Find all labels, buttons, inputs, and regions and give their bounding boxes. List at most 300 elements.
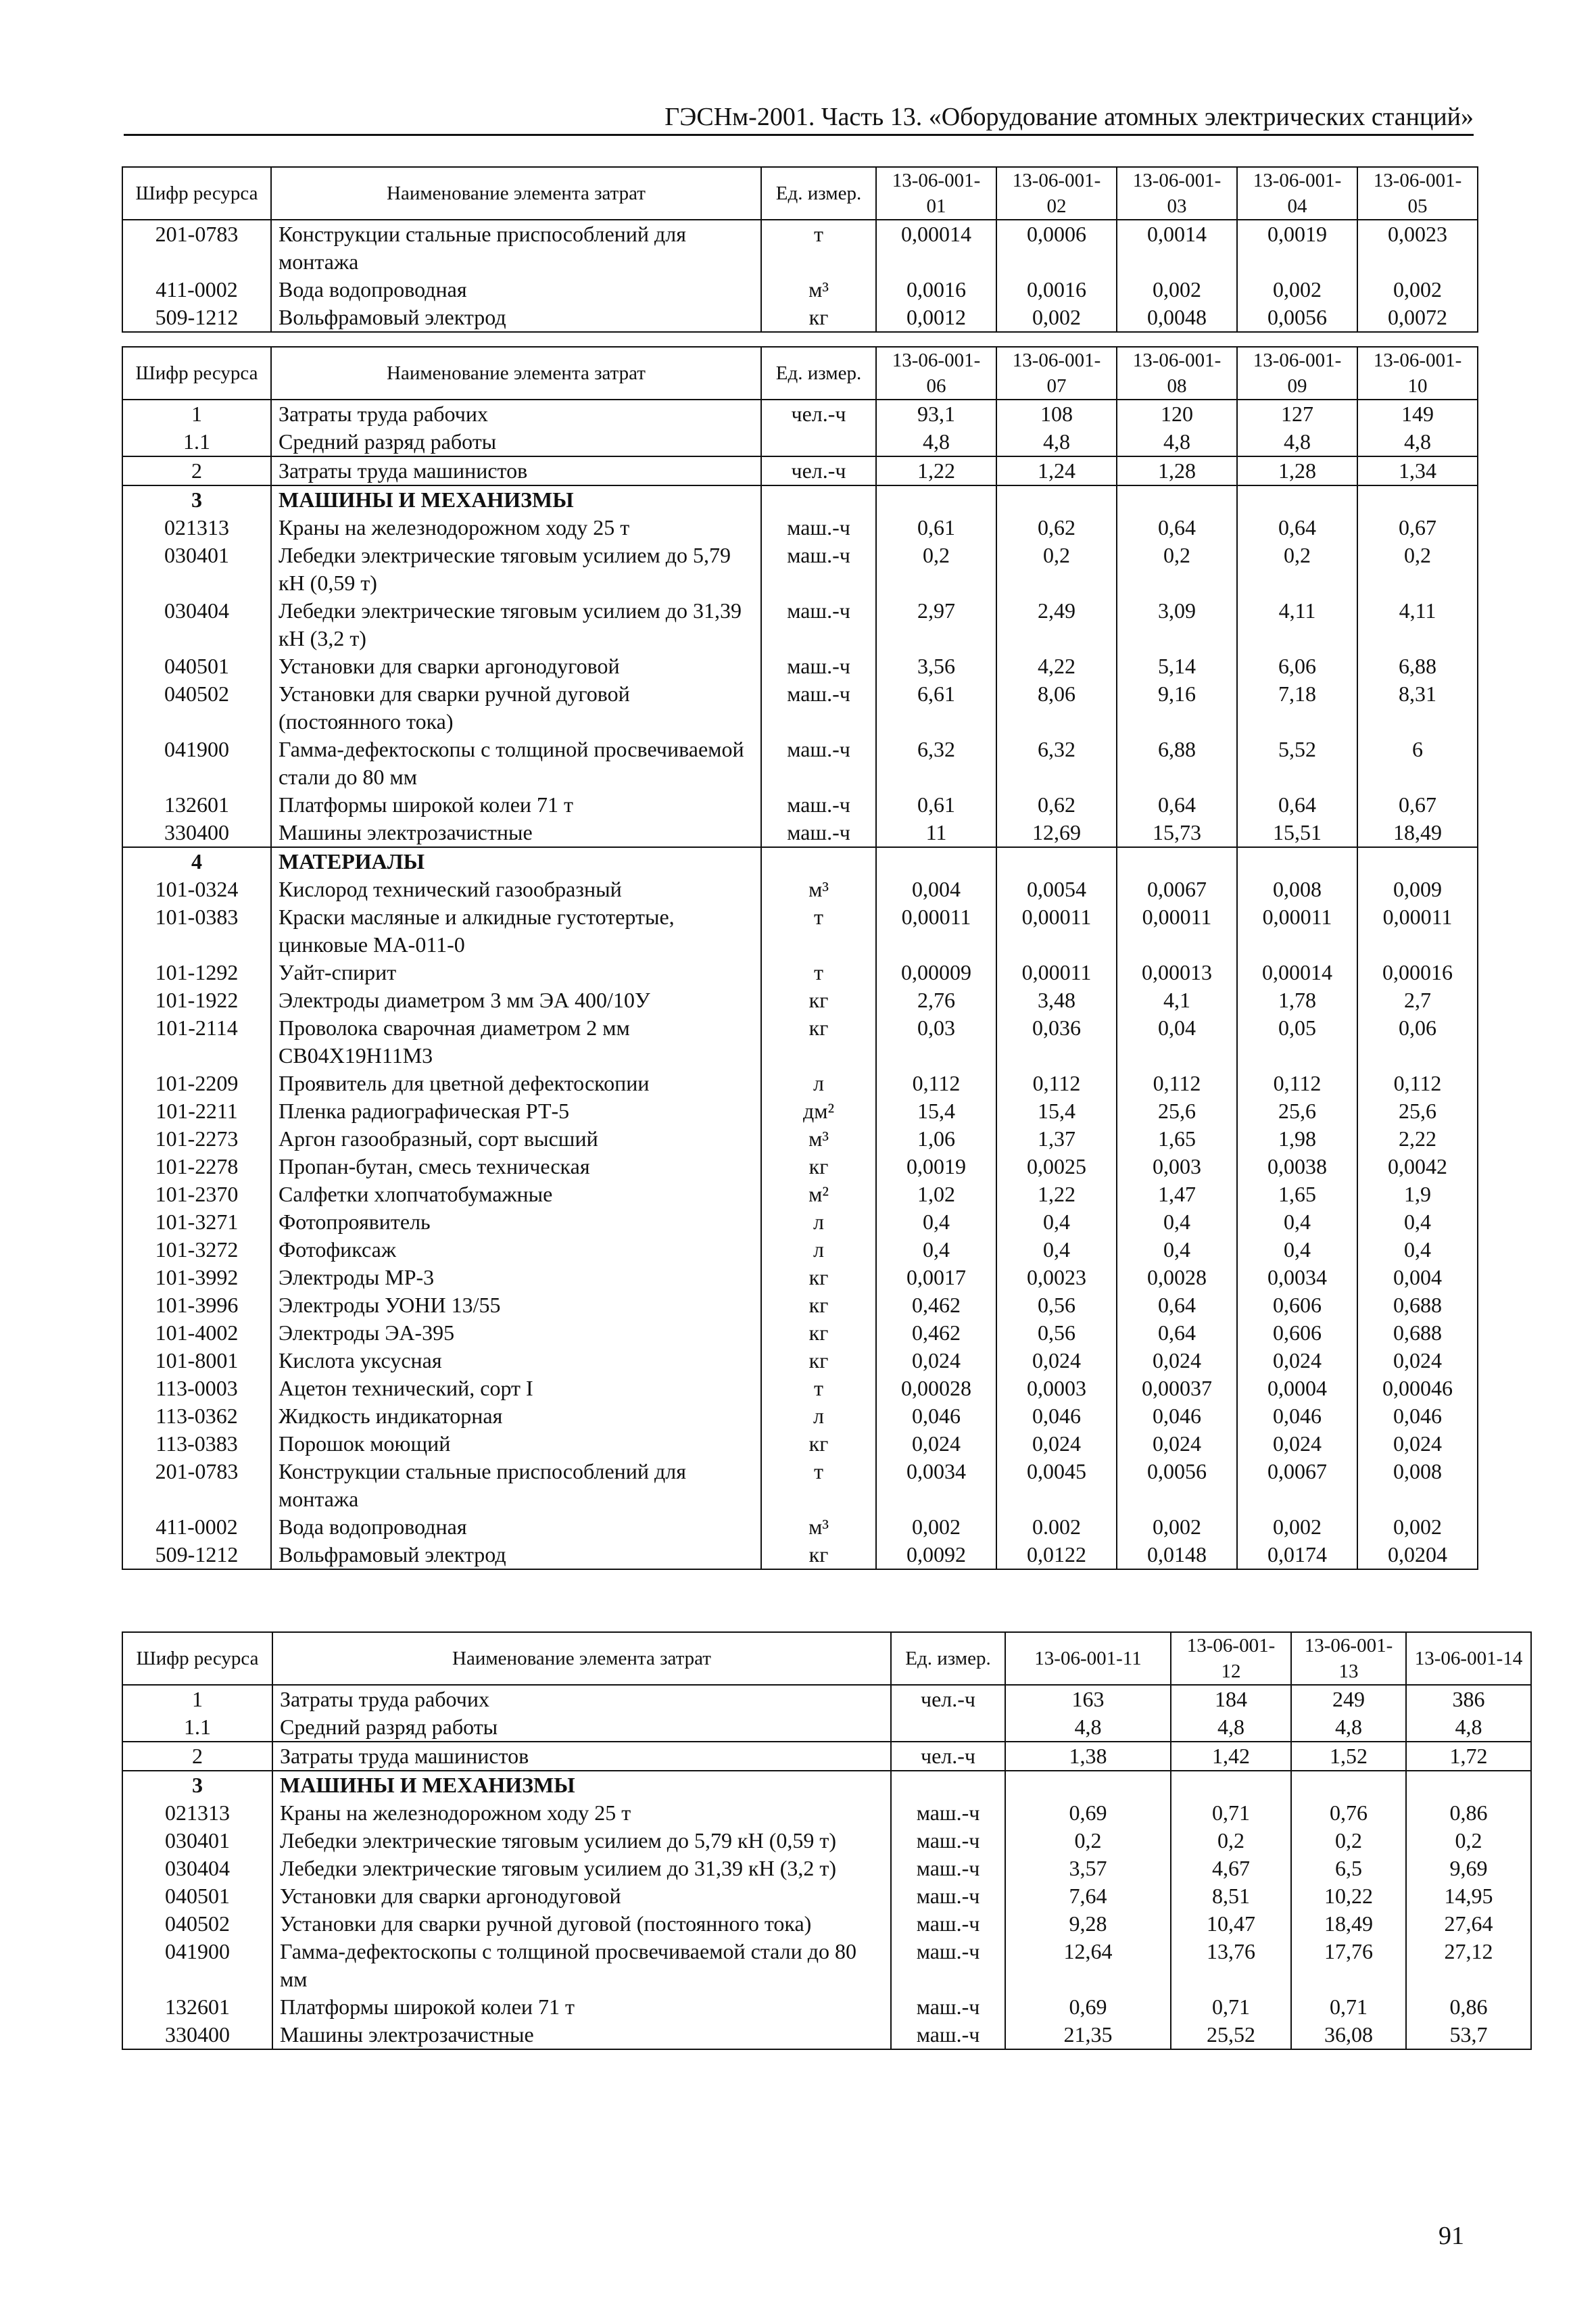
value-cell: 0,024 [876, 1430, 996, 1458]
resource-name-cell: Конструкции стальные приспособлений для монтажа [271, 1458, 761, 1513]
resource-name-cell: Гамма-дефектоскопы с толщиной просвечиваемой стали до 80 мм [272, 1938, 891, 1993]
value-cell [876, 847, 996, 876]
value-cell: 1,65 [1117, 1125, 1237, 1153]
resource-code-cell: 041900 [122, 736, 271, 791]
value-cell: 0,61 [876, 791, 996, 819]
resource-name-cell: Затраты труда рабочих [272, 1685, 891, 1713]
value-cell: 4,8 [1357, 428, 1478, 456]
resource-name-cell: Установки для сварки ручной дуговой (постоянного тока) [272, 1910, 891, 1938]
value-cell: 0,462 [876, 1319, 996, 1347]
resource-code-cell: 411-0002 [122, 276, 271, 304]
resource-name-cell: Ацетон технический, сорт I [271, 1375, 761, 1402]
value-cell: 4,8 [1291, 1713, 1406, 1742]
value-cell: 0,0056 [1117, 1458, 1237, 1513]
value-cell: 10,22 [1291, 1882, 1406, 1910]
resource-name-cell: Лебедки электрические тяговым усилием до 31,39 кН (3,2 т) [272, 1855, 891, 1882]
value-cell: 3,56 [876, 652, 996, 680]
column-header: Ед. измер. [891, 1632, 1005, 1685]
value-cell: 0,4 [996, 1236, 1117, 1264]
unit-cell: маш.-ч [891, 2021, 1005, 2049]
unit-cell [761, 428, 876, 456]
value-cell: 0,69 [1005, 1799, 1171, 1827]
value-cell: 0,024 [1357, 1347, 1478, 1375]
value-cell: 108 [996, 400, 1117, 428]
table-row [122, 1375, 1478, 1402]
value-cell: 3,57 [1005, 1855, 1171, 1882]
value-cell: 6,32 [996, 736, 1117, 791]
unit-cell: чел.-ч [761, 456, 876, 485]
value-cell: 4,8 [1237, 428, 1357, 456]
resource-name-cell: Затраты труда рабочих [271, 400, 761, 428]
value-cell: 4,67 [1171, 1855, 1291, 1882]
value-cell: 8,51 [1171, 1882, 1291, 1910]
resource-name-cell: Средний разряд работы [272, 1713, 891, 1742]
value-cell: 0,0014 [1117, 220, 1237, 276]
value-cell: 0,0023 [996, 1264, 1117, 1291]
table-row [122, 597, 1478, 652]
resource-name-cell: Конструкции стальные приспособлений для монтажа [271, 220, 761, 276]
unit-cell: м³ [761, 876, 876, 903]
table-row [122, 1685, 1531, 1713]
value-cell: 0,112 [876, 1070, 996, 1097]
value-cell: 0,0017 [876, 1264, 996, 1291]
value-cell: 0,008 [1357, 1458, 1478, 1513]
value-cell: 1,72 [1406, 1742, 1531, 1771]
resource-name-cell: Краны на железнодорожном ходу 25 т [271, 514, 761, 542]
table-row [122, 1458, 1478, 1513]
value-cell: 0,00028 [876, 1375, 996, 1402]
value-cell: 15,4 [876, 1097, 996, 1125]
value-cell: 0,112 [1117, 1070, 1237, 1097]
table-row [122, 428, 1478, 456]
value-cell: 0,002 [1117, 276, 1237, 304]
value-cell: 4,8 [1171, 1713, 1291, 1742]
value-cell: 9,69 [1406, 1855, 1531, 1882]
value-cell: 2,76 [876, 986, 996, 1014]
value-cell: 2,7 [1357, 986, 1478, 1014]
resource-code-cell: 101-3272 [122, 1236, 271, 1264]
value-cell: 0,0072 [1357, 304, 1478, 332]
value-cell: 5,14 [1117, 652, 1237, 680]
unit-cell: м³ [761, 1513, 876, 1541]
table-row [122, 1827, 1531, 1855]
value-cell: 0,462 [876, 1291, 996, 1319]
value-cell: 0,024 [1237, 1347, 1357, 1375]
value-cell: 4,11 [1357, 597, 1478, 652]
page-header: ГЭСНм-2001. Часть 13. «Оборудование атомных электрических станций» [124, 101, 1474, 136]
value-cell: 0,4 [876, 1236, 996, 1264]
column-header: Наименование элемента затрат [271, 167, 761, 220]
unit-cell: маш.-ч [891, 1993, 1005, 2021]
value-cell [1357, 485, 1478, 514]
value-cell: 0,002 [1117, 1513, 1237, 1541]
column-header: 13-06-001-01 [876, 167, 996, 220]
value-cell: 0,00014 [876, 220, 996, 276]
value-cell [1005, 1771, 1171, 1799]
column-header: 13-06-001-06 [876, 347, 996, 400]
value-cell [1406, 1771, 1531, 1799]
value-cell: 0,03 [876, 1014, 996, 1070]
table-row [122, 276, 1478, 304]
resource-name-cell: Машины электрозачистные [272, 2021, 891, 2049]
value-cell: 0,112 [996, 1070, 1117, 1097]
column-header: Наименование элемента затрат [271, 347, 761, 400]
value-cell: 1,24 [996, 456, 1117, 485]
value-cell: 6 [1357, 736, 1478, 791]
resource-code-cell: 101-2370 [122, 1180, 271, 1208]
value-cell: 0,002 [1237, 276, 1357, 304]
table-row [122, 400, 1478, 428]
resource-code-cell: 040501 [122, 1882, 272, 1910]
value-cell: 0,64 [1117, 1319, 1237, 1347]
value-cell: 1,28 [1117, 456, 1237, 485]
resource-code-cell: 101-2209 [122, 1070, 271, 1097]
unit-cell [891, 1713, 1005, 1742]
unit-cell: кг [761, 1291, 876, 1319]
resource-name-cell: Проволока сварочная диаметром 2 мм СВ04Х19Н11М3 [271, 1014, 761, 1070]
value-cell: 0,4 [1117, 1208, 1237, 1236]
value-cell: 0,0042 [1357, 1153, 1478, 1180]
value-cell: 0,4 [876, 1208, 996, 1236]
value-cell: 5,52 [1237, 736, 1357, 791]
column-header: 13-06-001-10 [1357, 347, 1478, 400]
value-cell: 0,0028 [1117, 1264, 1237, 1291]
value-cell: 0,4 [1117, 1236, 1237, 1264]
value-cell: 3,09 [1117, 597, 1237, 652]
value-cell: 6,88 [1117, 736, 1237, 791]
resource-code-cell: 101-2211 [122, 1097, 271, 1125]
resource-code-cell: 330400 [122, 2021, 272, 2049]
value-cell: 0,00009 [876, 959, 996, 986]
resource-code-cell: 101-3992 [122, 1264, 271, 1291]
unit-cell: л [761, 1236, 876, 1264]
table-row [122, 456, 1478, 485]
value-cell: 0,0056 [1237, 304, 1357, 332]
value-cell: 14,95 [1406, 1882, 1531, 1910]
value-cell: 163 [1005, 1685, 1171, 1713]
value-cell: 0,2 [1357, 542, 1478, 597]
table-row [122, 1180, 1478, 1208]
value-cell: 0,112 [1357, 1070, 1478, 1097]
column-header: Шифр ресурса [122, 167, 271, 220]
value-cell [1117, 485, 1237, 514]
value-cell: 0,67 [1357, 791, 1478, 819]
value-cell: 0,56 [996, 1291, 1117, 1319]
value-cell: 184 [1171, 1685, 1291, 1713]
value-cell: 1,38 [1005, 1742, 1171, 1771]
value-cell: 1,06 [876, 1125, 996, 1153]
table-header-row [122, 1632, 1531, 1685]
column-header: Наименование элемента затрат [272, 1632, 891, 1685]
unit-cell: дм² [761, 1097, 876, 1125]
resource-code-cell: 101-1922 [122, 986, 271, 1014]
table-row [122, 1402, 1478, 1430]
resource-code-cell: 201-0783 [122, 220, 271, 276]
value-cell: 4,22 [996, 652, 1117, 680]
value-cell: 0,86 [1406, 1799, 1531, 1827]
value-cell [1291, 1771, 1406, 1799]
value-cell: 25,6 [1237, 1097, 1357, 1125]
value-cell: 8,31 [1357, 680, 1478, 736]
value-cell: 0,0025 [996, 1153, 1117, 1180]
resource-code-cell: 101-3996 [122, 1291, 271, 1319]
resource-name-cell: Уайт-спирит [271, 959, 761, 986]
unit-cell: маш.-ч [761, 791, 876, 819]
table-row [122, 1938, 1531, 1993]
value-cell: 0,71 [1171, 1993, 1291, 2021]
value-cell: 0,4 [996, 1208, 1117, 1236]
value-cell: 0,0019 [1237, 220, 1357, 276]
unit-cell: маш.-ч [891, 1910, 1005, 1938]
value-cell: 93,1 [876, 400, 996, 428]
unit-cell: маш.-ч [891, 1855, 1005, 1882]
value-cell: 0,004 [876, 876, 996, 903]
table-row [122, 1236, 1478, 1264]
value-cell: 1,34 [1357, 456, 1478, 485]
unit-cell: кг [761, 1153, 876, 1180]
value-cell: 7,64 [1005, 1882, 1171, 1910]
unit-cell: маш.-ч [891, 1827, 1005, 1855]
resource-code-cell: 101-8001 [122, 1347, 271, 1375]
resource-name-cell: Лебедки электрические тяговым усилием до 5,79 кН (0,59 т) [272, 1827, 891, 1855]
unit-cell: маш.-ч [761, 680, 876, 736]
value-cell: 0,024 [1237, 1430, 1357, 1458]
value-cell: 0,4 [1357, 1236, 1478, 1264]
value-cell: 18,49 [1291, 1910, 1406, 1938]
unit-cell: маш.-ч [891, 1882, 1005, 1910]
resource-name-cell: МАТЕРИАЛЫ [271, 847, 761, 876]
resource-code-cell: 041900 [122, 1938, 272, 1993]
column-header: 13-06-001-14 [1406, 1632, 1531, 1685]
column-header: 13-06-001-05 [1357, 167, 1478, 220]
value-cell [996, 485, 1117, 514]
value-cell: 0,4 [1237, 1208, 1357, 1236]
value-cell: 0,2 [1171, 1827, 1291, 1855]
table-row [122, 485, 1478, 514]
resource-name-cell: Электроды МР-3 [271, 1264, 761, 1291]
value-cell: 249 [1291, 1685, 1406, 1713]
value-cell: 0,002 [1357, 276, 1478, 304]
value-cell: 4,8 [996, 428, 1117, 456]
resource-code-cell: 040501 [122, 652, 271, 680]
table-row [122, 876, 1478, 903]
unit-cell: маш.-ч [761, 736, 876, 791]
table-row [122, 1713, 1531, 1742]
table-row [122, 1208, 1478, 1236]
value-cell: 1,42 [1171, 1742, 1291, 1771]
resource-code-cell: 509-1212 [122, 304, 271, 332]
value-cell: 4,11 [1237, 597, 1357, 652]
value-cell: 1,47 [1117, 1180, 1237, 1208]
value-cell: 8,06 [996, 680, 1117, 736]
table-header-row [122, 347, 1478, 400]
value-cell: 0,024 [996, 1430, 1117, 1458]
unit-cell: маш.-ч [761, 514, 876, 542]
unit-cell: кг [761, 986, 876, 1014]
value-cell: 12,64 [1005, 1938, 1171, 1993]
value-cell: 0,0034 [876, 1458, 996, 1513]
value-cell: 10,47 [1171, 1910, 1291, 1938]
unit-cell: т [761, 903, 876, 959]
value-cell: 1,22 [876, 456, 996, 485]
value-cell: 0,046 [996, 1402, 1117, 1430]
value-cell: 6,06 [1237, 652, 1357, 680]
unit-cell: чел.-ч [891, 1742, 1005, 1771]
resource-name-cell: МАШИНЫ И МЕХАНИЗМЫ [271, 485, 761, 514]
resource-code-cell: 101-1292 [122, 959, 271, 986]
table-row [122, 1541, 1478, 1569]
value-cell: 4,8 [1117, 428, 1237, 456]
value-cell: 0,00011 [1237, 903, 1357, 959]
resource-name-cell: Электроды диаметром 3 мм ЭА 400/10У [271, 986, 761, 1014]
value-cell: 0,009 [1357, 876, 1478, 903]
unit-cell: маш.-ч [761, 542, 876, 597]
resource-name-cell: Краны на железнодорожном ходу 25 т [272, 1799, 891, 1827]
resource-code-cell: 132601 [122, 1993, 272, 2021]
value-cell: 4,8 [1005, 1713, 1171, 1742]
value-cell: 0,71 [1291, 1993, 1406, 2021]
value-cell: 0,64 [1117, 791, 1237, 819]
table-row [122, 847, 1478, 876]
value-cell: 2,49 [996, 597, 1117, 652]
resource-code-cell: 101-3271 [122, 1208, 271, 1236]
value-cell: 0,2 [1406, 1827, 1531, 1855]
value-cell: 0,0019 [876, 1153, 996, 1180]
resource-name-cell: Фотопроявитель [271, 1208, 761, 1236]
unit-cell: кг [761, 1541, 876, 1569]
resource-name-cell: Платформы широкой колеи 71 т [272, 1993, 891, 2021]
value-cell: 1,02 [876, 1180, 996, 1208]
value-cell: 1,37 [996, 1125, 1117, 1153]
table-row [122, 1855, 1531, 1882]
resource-name-cell: Пленка радиографическая РТ-5 [271, 1097, 761, 1125]
value-cell: 9,28 [1005, 1910, 1171, 1938]
resource-name-cell: Установки для сварки аргонодуговой [271, 652, 761, 680]
table-row [122, 791, 1478, 819]
value-cell [876, 485, 996, 514]
resource-code-cell: 040502 [122, 1910, 272, 1938]
resource-name-cell: Фотофиксаж [271, 1236, 761, 1264]
value-cell: 1,52 [1291, 1742, 1406, 1771]
value-cell: 36,08 [1291, 2021, 1406, 2049]
value-cell: 127 [1237, 400, 1357, 428]
table-row [122, 903, 1478, 959]
table-row [122, 2021, 1531, 2049]
value-cell: 0,00011 [996, 903, 1117, 959]
resource-code-cell: 1.1 [122, 428, 271, 456]
column-header: 13-06-001-02 [996, 167, 1117, 220]
unit-cell: л [761, 1208, 876, 1236]
value-cell: 0,86 [1406, 1993, 1531, 2021]
table-row [122, 1742, 1531, 1771]
resource-name-cell: Затраты труда машинистов [271, 456, 761, 485]
unit-cell: кг [761, 1430, 876, 1458]
resource-name-cell: Вольфрамовый электрод [271, 304, 761, 332]
resource-name-cell: Вольфрамовый электрод [271, 1541, 761, 1569]
value-cell [1117, 847, 1237, 876]
value-cell: 0,06 [1357, 1014, 1478, 1070]
table-row [122, 1430, 1478, 1458]
resource-code-cell: 101-2114 [122, 1014, 271, 1070]
column-header: Ед. измер. [761, 167, 876, 220]
value-cell: 0,00014 [1237, 959, 1357, 986]
table-row [122, 1153, 1478, 1180]
value-cell: 0,00011 [996, 959, 1117, 986]
value-cell: 6,61 [876, 680, 996, 736]
value-cell: 0,64 [1237, 791, 1357, 819]
table-row [122, 819, 1478, 847]
value-cell: 0,62 [996, 791, 1117, 819]
value-cell: 0,112 [1237, 1070, 1357, 1097]
value-cell: 386 [1406, 1685, 1531, 1713]
value-cell: 0,004 [1357, 1264, 1478, 1291]
resource-code-cell: 021313 [122, 1799, 272, 1827]
value-cell: 0,61 [876, 514, 996, 542]
value-cell: 0,69 [1005, 1993, 1171, 2021]
value-cell: 0,4 [1237, 1236, 1357, 1264]
value-cell: 0,046 [1237, 1402, 1357, 1430]
value-cell: 0,002 [1357, 1513, 1478, 1541]
table-row [122, 1264, 1478, 1291]
resource-code-cell: 330400 [122, 819, 271, 847]
table-row [122, 652, 1478, 680]
value-cell: 120 [1117, 400, 1237, 428]
value-cell: 3,48 [996, 986, 1117, 1014]
value-cell: 6,88 [1357, 652, 1478, 680]
value-cell [1171, 1771, 1291, 1799]
value-cell: 17,76 [1291, 1938, 1406, 1993]
resource-name-cell: Жидкость индикаторная [271, 1402, 761, 1430]
column-header: 13-06-001-11 [1005, 1632, 1171, 1685]
unit-cell: т [761, 959, 876, 986]
resource-code-cell: 030404 [122, 597, 271, 652]
value-cell: 13,76 [1171, 1938, 1291, 1993]
resource-code-cell: 3 [122, 485, 271, 514]
unit-cell [891, 1771, 1005, 1799]
unit-cell: маш.-ч [761, 819, 876, 847]
unit-cell: т [761, 1375, 876, 1402]
value-cell: 11 [876, 819, 996, 847]
resource-code-cell: 040502 [122, 680, 271, 736]
resource-name-cell: Электроды УОНИ 13/55 [271, 1291, 761, 1319]
resource-code-cell: 1 [122, 1685, 272, 1713]
value-cell: 0,002 [876, 1513, 996, 1541]
value-cell: 0,00011 [876, 903, 996, 959]
resource-code-cell: 113-0003 [122, 1375, 271, 1402]
value-cell: 1,28 [1237, 456, 1357, 485]
value-cell: 0,0054 [996, 876, 1117, 903]
value-cell: 0,606 [1237, 1319, 1357, 1347]
resource-code-cell: 2 [122, 1742, 272, 1771]
unit-cell: т [761, 220, 876, 276]
value-cell: 0,0204 [1357, 1541, 1478, 1569]
resource-table-3 [122, 1631, 1532, 2050]
resource-name-cell: Машины электрозачистные [271, 819, 761, 847]
value-cell: 0,024 [1357, 1430, 1478, 1458]
table-row [122, 1319, 1478, 1347]
value-cell: 2,22 [1357, 1125, 1478, 1153]
value-cell: 0,0016 [876, 276, 996, 304]
table-row [122, 1799, 1531, 1827]
resource-name-cell: Лебедки электрические тяговым усилием до 31,39 кН (3,2 т) [271, 597, 761, 652]
value-cell: 6,5 [1291, 1855, 1406, 1882]
value-cell: 15,4 [996, 1097, 1117, 1125]
value-cell: 0,0023 [1357, 220, 1478, 276]
table-row [122, 1882, 1531, 1910]
value-cell: 0,4 [1357, 1208, 1478, 1236]
unit-cell: м³ [761, 1125, 876, 1153]
value-cell: 0,0122 [996, 1541, 1117, 1569]
